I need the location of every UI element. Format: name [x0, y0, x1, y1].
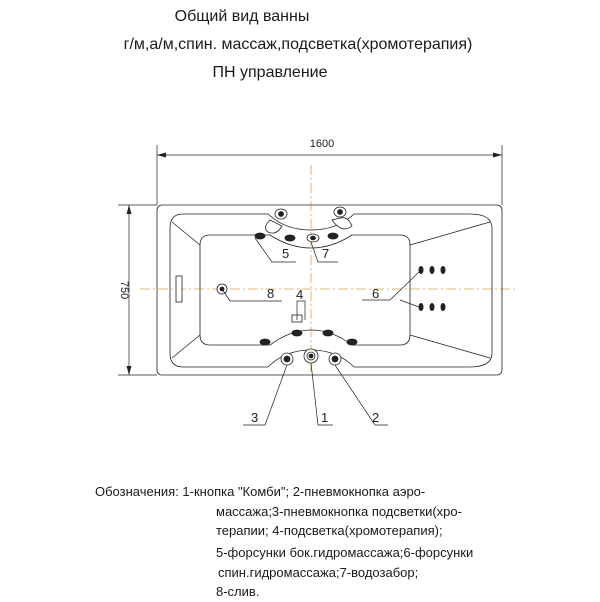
headrest-pad-right — [332, 218, 352, 229]
tub-outline — [157, 205, 502, 375]
bottom-fittings — [260, 315, 357, 365]
overflow-handle — [176, 276, 182, 302]
side-jet — [292, 330, 302, 336]
diagram-subtitle: г/м,а/м,спин. массаж,подсветка(хромотерапия) — [123, 36, 473, 53]
legend-line-1: Обозначения: 1-кнопка "Комби"; 2-пневмокнопка аэро- — [95, 484, 426, 499]
side-jet — [260, 339, 270, 345]
backrest-slope — [410, 222, 490, 358]
callout-5: 5 — [282, 246, 290, 261]
callout-1: 1 — [321, 410, 329, 425]
diagram-control-type: ПН управление — [212, 64, 328, 81]
side-jet — [323, 330, 333, 336]
callout-2: 2 — [372, 410, 380, 425]
callout-7: 7 — [322, 246, 330, 261]
leader-2 — [335, 365, 388, 425]
length-label: 1600 — [309, 138, 335, 150]
side-jet — [347, 339, 357, 345]
leader-6 — [362, 272, 419, 300]
back-jets — [419, 266, 446, 311]
legend-line-3: терапии; 4-подсветка(хромотерапия); — [216, 523, 443, 538]
callout-4: 4 — [296, 287, 304, 302]
side-jet — [285, 235, 295, 241]
leader-lines — [222, 238, 419, 425]
legend-line-6: 8-слив. — [216, 584, 260, 599]
leader-3 — [243, 365, 287, 425]
width-label: 750 — [118, 280, 130, 300]
headrest-pad-left — [265, 220, 282, 233]
leader-5 — [255, 238, 296, 262]
callout-6: 6 — [372, 286, 380, 301]
callout-3: 3 — [251, 410, 259, 425]
legend-line-5: спин.гидромассажа;7-водозабор; — [218, 565, 419, 580]
centerlines — [140, 165, 515, 372]
top-fittings — [255, 207, 352, 242]
callout-8: 8 — [267, 286, 275, 301]
side-jet — [328, 233, 338, 239]
diagram-title: Общий вид ванны — [174, 8, 310, 25]
legend-line-4: 5-форсунки бок.гидромассажа;6-форсунки — [216, 545, 474, 560]
side-jet — [255, 233, 265, 239]
legend-line-2: массажа;3-пневмокнопка подсветки(хро- — [216, 504, 462, 519]
tub-rim — [157, 205, 502, 375]
length-dimension — [157, 145, 502, 205]
